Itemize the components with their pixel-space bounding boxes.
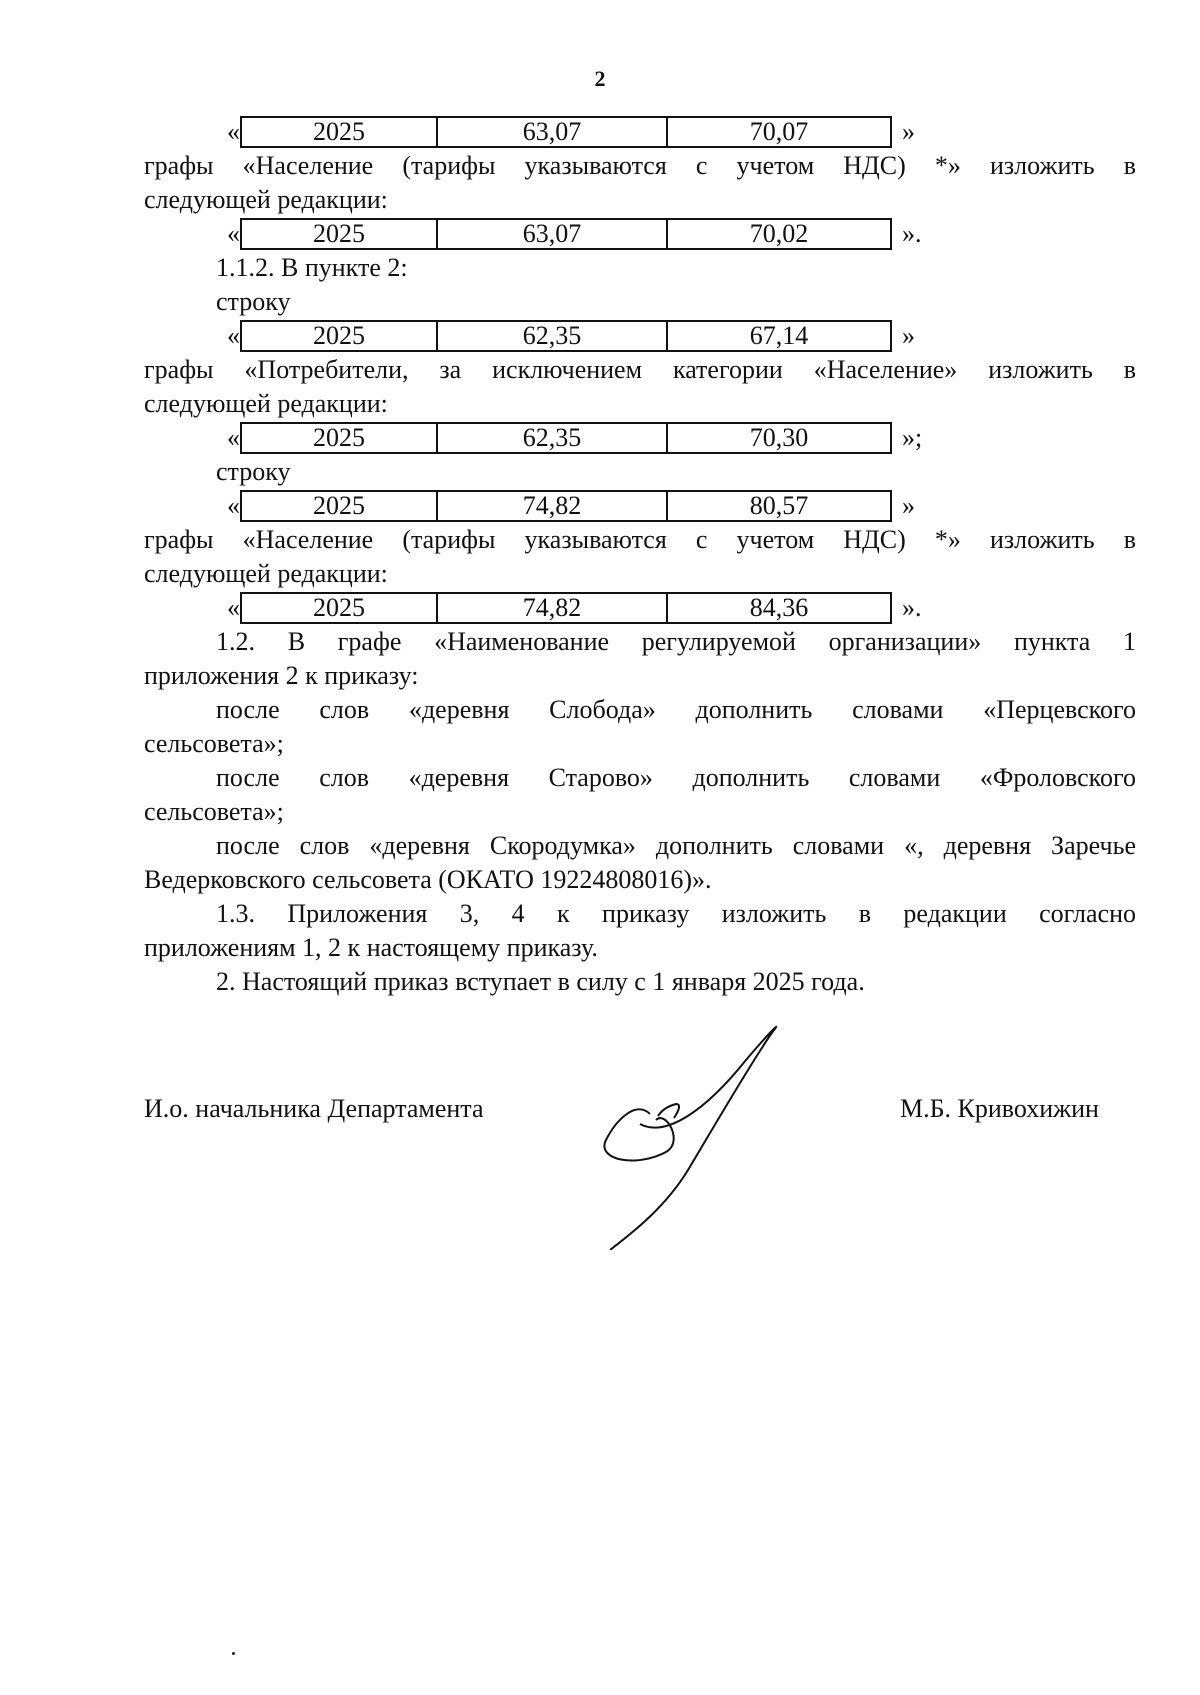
tariff-cell: 70,02: [667, 219, 891, 249]
paragraph-line: графы «Население (тарифы указываются с учетом НДС) *» изложить в: [144, 151, 1136, 180]
paragraph-line: 2. Настоящий приказ вступает в силу с 1 января 2025 года.: [216, 967, 865, 996]
paragraph-line: приложения 2 к приказу:: [144, 661, 419, 690]
paragraph-line: сельсовета»;: [144, 797, 284, 826]
paragraph-line: после слов «деревня Скородумка» дополнить словами «, деревня Заречье: [216, 831, 1136, 860]
tariff-cell: 63,07: [437, 219, 667, 249]
close-quote: ».: [902, 593, 922, 622]
year-cell: 2025: [241, 593, 437, 623]
paragraph-line: следующей редакции:: [144, 559, 388, 588]
signatory-name: М.Б. Кривохижин: [900, 1094, 1099, 1123]
paragraph-line: Ведерковского сельсовета (ОКАТО 19224808016)».: [144, 865, 712, 894]
tariff-row-1: [220, 115, 1136, 149]
paragraph-line: приложениям 1, 2 к настоящему приказу.: [144, 933, 598, 962]
year-cell: 2025: [241, 423, 437, 453]
tariff-table: [240, 422, 892, 454]
tariff-cell: 80,57: [667, 491, 891, 521]
paragraph-line: строку: [216, 287, 291, 316]
paragraph-line: сельсовета»;: [144, 729, 284, 758]
tariff-table: [240, 490, 892, 522]
tariff-row-2: [220, 217, 1136, 251]
tariff-row-3: [220, 319, 1136, 353]
tariff-table: [240, 218, 892, 250]
paragraph-line: 1.2. В графе «Наименование регулируемой организации» пункта 1: [216, 627, 1136, 656]
open-quote: «: [227, 219, 240, 248]
handwritten-signature: [596, 1020, 796, 1250]
paragraph-line: строку: [216, 457, 291, 486]
open-quote: «: [227, 593, 240, 622]
open-quote: «: [227, 117, 240, 146]
open-quote: «: [227, 491, 240, 520]
tariff-cell: 67,14: [667, 321, 891, 351]
open-quote: «: [227, 321, 240, 350]
scan-speck: [232, 1652, 235, 1655]
tariff-cell: 74,82: [437, 491, 667, 521]
close-quote: ».: [902, 219, 922, 248]
paragraph-line: следующей редакции:: [144, 185, 388, 214]
tariff-cell: 84,36: [667, 593, 891, 623]
tariff-cell: 62,35: [437, 423, 667, 453]
close-quote: »: [902, 491, 915, 520]
year-cell: 2025: [241, 117, 437, 147]
paragraph-line: после слов «деревня Слобода» дополнить словами «Перцевского: [216, 695, 1136, 724]
year-cell: 2025: [241, 321, 437, 351]
paragraph-line: графы «Население (тарифы указываются с учетом НДС) *» изложить в: [144, 525, 1136, 554]
document-body: [144, 115, 1136, 999]
tariff-cell: 70,07: [667, 117, 891, 147]
paragraph-line: после слов «деревня Старово» дополнить словами «Фроловского: [216, 763, 1136, 792]
open-quote: «: [227, 423, 240, 452]
signatory-position: И.о. начальника Департамента: [144, 1094, 484, 1123]
year-cell: 2025: [241, 491, 437, 521]
close-quote: »: [902, 117, 915, 146]
tariff-table: [240, 320, 892, 352]
tariff-cell: 70,30: [667, 423, 891, 453]
tariff-cell: 62,35: [437, 321, 667, 351]
tariff-cell: 74,82: [437, 593, 667, 623]
tariff-row-6: [220, 591, 1136, 625]
tariff-cell: 63,07: [437, 117, 667, 147]
paragraph-line: следующей редакции:: [144, 389, 388, 418]
tariff-row-5: [220, 489, 1136, 523]
paragraph-line: графы «Потребители, за исключением категории «Население» изложить в: [144, 355, 1136, 384]
section-heading: 1.1.2. В пункте 2:: [216, 253, 408, 282]
year-cell: 2025: [241, 219, 437, 249]
page-number: 2: [594, 66, 606, 91]
paragraph-line: 1.3. Приложения 3, 4 к приказу изложить в редакции согласно: [216, 899, 1136, 928]
tariff-row-4: [220, 421, 1136, 455]
tariff-table: [240, 116, 892, 148]
close-quote: »;: [902, 423, 923, 452]
close-quote: »: [902, 321, 915, 350]
tariff-table: [240, 592, 892, 624]
